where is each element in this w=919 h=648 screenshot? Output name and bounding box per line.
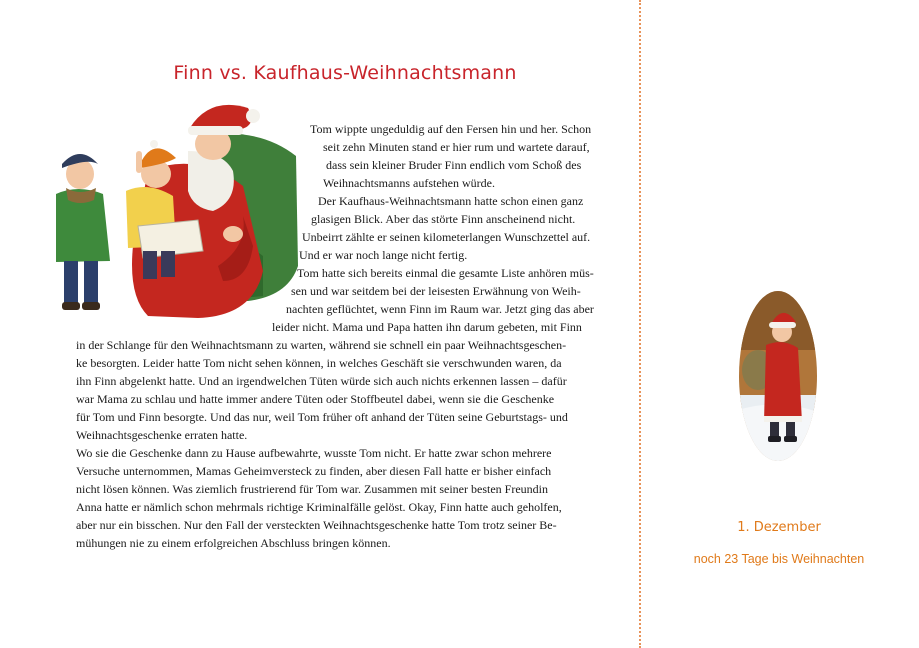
story-line: für Tom und Finn besorgte. Und das nur, weil Tom früher oft anhand der Tüten seine Geburtstags- und: [76, 410, 568, 424]
story-line: aber nur ein bisschen. Nur den Fall der versteckten Weihnachtsgeschenke hatte Tom trotz seiner Be-: [76, 518, 557, 532]
story-line: Weihnachtsgeschenke erraten hatte.: [76, 428, 248, 442]
story-line: Tom hatte sich bereits einmal die gesamte Liste anhören müs-: [297, 266, 594, 280]
calendar-date: 1. Dezember: [737, 520, 821, 535]
story-line: Der Kaufhaus-Weihnachtsmann hatte schon einen ganz: [318, 194, 584, 208]
story-line: Und er war noch lange nicht fertig.: [299, 248, 468, 262]
story-line: dass sein kleiner Bruder Finn endlich vom Schoß des: [326, 158, 582, 172]
story-line: Tom wippte ungeduldig auf den Fersen hin und her. Schon: [310, 122, 592, 136]
story-line: Unbeirrt zählte er seinen kilometerlangen Wunschzettel auf.: [302, 230, 591, 244]
days-until-christmas: noch 23 Tage bis Weihnachten: [693, 552, 865, 566]
story-line: nachten geflüchtet, wenn Finn im Raum war. Jetzt ging das aber: [286, 302, 594, 316]
story-line: ihn Finn abgelenkt hatte. Und an irgendwelchen Tüten würde sich auch nichts erkennen lassen – dafür: [76, 374, 567, 388]
story-title: Finn vs. Kaufhaus-Weihnachtsmann: [173, 62, 517, 84]
story-line: Wo sie die Geschenke dann zu Hause aufbewahrte, wusste Tom nicht. Er hatte zwar schon mehrere: [76, 446, 552, 460]
santa-illustration: [48, 96, 304, 324]
santa-costume-vignette: [738, 290, 818, 462]
story-line: glasigen Blick. Aber das störte Finn anscheinend nicht.: [311, 212, 576, 226]
story-line: Anna hatte er nämlich schon mehrmals richtige Kriminalfälle gelöst. Okay, Finn hatte auch geholfen,: [76, 500, 562, 514]
story-line: war Mama zu schlau und hatte immer andere Tüten oder Stoffbeutel dabei, wenn sie die Geschenke: [76, 392, 555, 406]
story-line: nicht lösen können. Was ziemlich frustrierend für Tom war. Zusammen mit seiner besten Freundin: [76, 482, 548, 496]
story-line: in der Schlange für den Weihnachtsmann zu warten, während sie schnell ein paar Weihnachtsgeschen-: [76, 338, 567, 352]
story-line: mühungen nie zu einem erfolgreichen Abschluss bringen können.: [76, 536, 391, 550]
story-line: leider nicht. Mama und Papa hatten ihn darum gebeten, mit Finn: [272, 320, 582, 334]
story-line: Versuche unternommen, Mamas Geheimversteck zu finden, aber diesen Fall hatte er bisher einfach: [76, 464, 552, 478]
story-line: sen und war seitdem bei der leisesten Erwähnung von Weih-: [291, 284, 581, 298]
page-divider: [639, 0, 641, 648]
story-line: seit zehn Minuten stand er hier rum und wartete darauf,: [323, 140, 590, 154]
story-line: ke besorgten. Leider hatte Tom nicht sehen können, in welches Geschäft sie verschwunden waren, da: [76, 356, 562, 370]
story-line: Weihnachtsmanns aufstehen würde.: [323, 176, 495, 190]
